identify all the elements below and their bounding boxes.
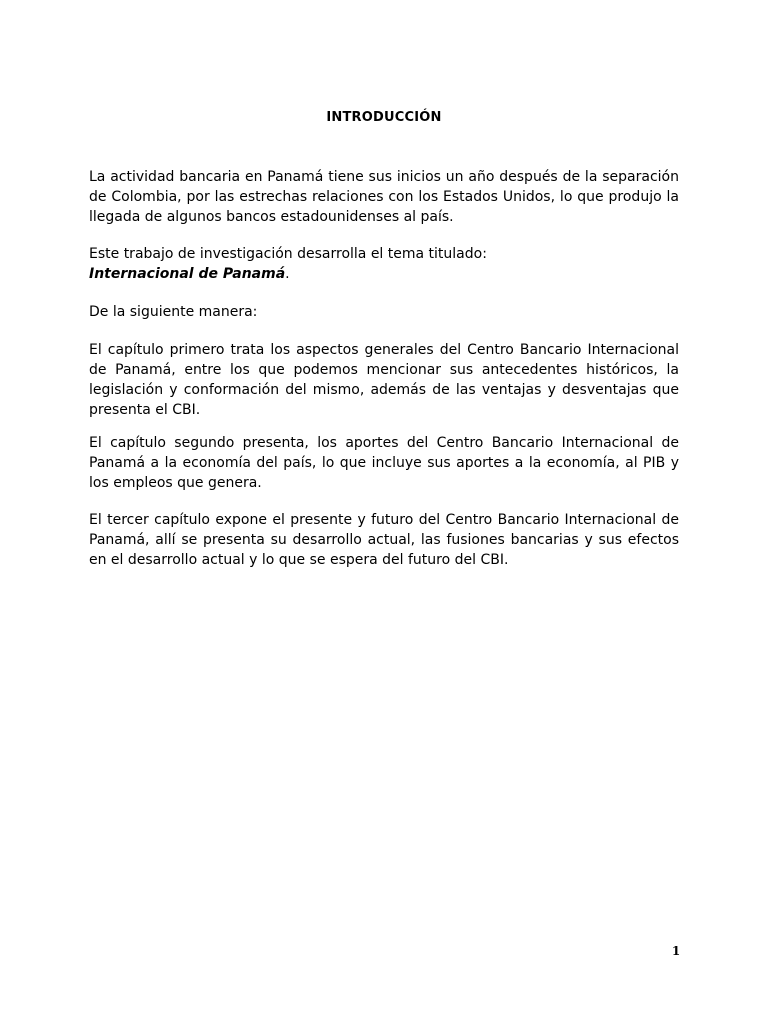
topic-end-punctuation: . xyxy=(285,266,290,282)
paragraph-chapter-three xyxy=(89,510,679,570)
page-number: 1 xyxy=(671,944,681,958)
paragraph-text: El tercer capítulo expone el presente y futuro del Centro Bancario Internacional de Panamá, allí se presenta su desarrollo actual, las fusiones bancarias y sus efectos en el desarrollo actual y lo que se espera del futuro del CBI. xyxy=(89,512,679,568)
paragraph-chapter-two xyxy=(89,433,679,493)
paragraph-text: De la siguiente manera: xyxy=(89,304,258,320)
topic-title: Internacional de Panamá xyxy=(89,266,286,282)
paragraph-text: El capítulo primero trata los aspectos generales del Centro Bancario Internacional de Panamá, entre los que podemos mencionar sus antecedentes históricos, la legislación y conformación del mismo, además de las ventajas y desventajas que presenta el CBI. xyxy=(89,342,679,418)
paragraph-topic xyxy=(89,244,679,284)
paragraph-text: El capítulo segundo presenta, los aportes del Centro Bancario Internacional de Panamá a la economía del país, lo que incluye sus aportes a la economía, al PIB y los empleos que genera. xyxy=(89,435,679,491)
topic-intro-text: Este trabajo de investigación desarrolla el tema titulado: xyxy=(89,246,487,262)
paragraph-text xyxy=(89,244,679,284)
paragraph-text: La actividad bancaria en Panamá tiene sus inicios un año después de la separación de Colombia, por las estrechas relaciones con los Estados Unidos, lo que produjo la llegada de algunos bancos estadounidenses al país. xyxy=(89,169,679,225)
paragraph-structure-intro xyxy=(89,302,679,322)
paragraph-chapter-one xyxy=(89,340,679,420)
paragraph-intro xyxy=(89,167,679,227)
page-title: INTRODUCCIÓN xyxy=(326,110,442,125)
